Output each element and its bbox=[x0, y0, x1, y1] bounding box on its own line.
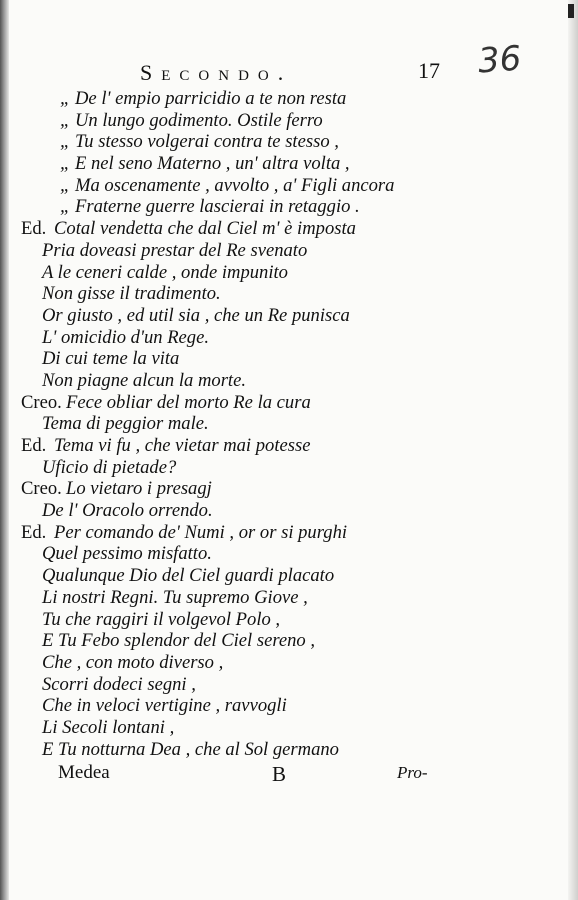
text-line bbox=[0, 457, 578, 479]
verse-line: „ Un lungo godimento. Ostile ferro bbox=[60, 109, 323, 131]
text-line bbox=[0, 370, 578, 392]
verse-line: „ Fraterne guerre lascierai in retaggio . bbox=[60, 196, 360, 218]
verse-line: Cotal vendetta che dal Ciel m' è imposta bbox=[54, 218, 356, 240]
running-head: Secondo. bbox=[140, 60, 293, 85]
speaker-label: Ed. bbox=[21, 521, 47, 543]
verse-line: Tu che raggiri il volgevol Polo , bbox=[42, 608, 281, 630]
text-line bbox=[0, 565, 578, 587]
verse-line: E Tu Febo splendor del Ciel sereno , bbox=[42, 630, 316, 652]
corner-mark bbox=[568, 4, 574, 18]
text-line bbox=[0, 262, 578, 284]
text-line bbox=[0, 630, 578, 652]
text-line bbox=[0, 522, 578, 544]
verse-line: Tema di peggior male. bbox=[42, 413, 209, 435]
text-line bbox=[0, 131, 578, 153]
verse-line: Li nostri Regni. Tu supremo Giove , bbox=[42, 586, 308, 608]
text-line bbox=[0, 717, 578, 739]
speaker-label: Creo. bbox=[21, 478, 62, 500]
verse-line: Fece obliar del morto Re la cura bbox=[66, 391, 311, 413]
verse-line: Tema vi fu , che vietar mai potesse bbox=[54, 435, 311, 456]
verse-text bbox=[0, 88, 578, 760]
speaker-label: Creo. bbox=[21, 391, 62, 413]
verse-line: „ De l' empio parricidio a te non resta bbox=[60, 88, 347, 109]
text-line bbox=[0, 739, 578, 761]
verse-line: Quel pessimo misfatto. bbox=[42, 543, 212, 565]
text-line bbox=[0, 587, 578, 609]
text-line bbox=[0, 153, 578, 175]
page-footer bbox=[0, 762, 578, 792]
verse-line: „ Ma oscenamente , avvolto , a' Figli ancora bbox=[60, 174, 395, 196]
text-line bbox=[0, 695, 578, 717]
text-line bbox=[0, 175, 578, 197]
handwritten-folio-number: 36 bbox=[476, 38, 523, 82]
verse-line: Or giusto , ed util sia , che un Re punisca bbox=[42, 304, 350, 326]
verse-line: „ E nel seno Materno , un' altra volta , bbox=[60, 153, 350, 175]
text-line bbox=[0, 327, 578, 349]
text-line bbox=[0, 196, 578, 218]
text-line bbox=[0, 478, 578, 500]
verse-line: De l' Oracolo orrendo. bbox=[42, 500, 213, 522]
footer-title: Medea bbox=[58, 762, 110, 783]
signature-mark: B bbox=[272, 762, 287, 786]
text-line bbox=[0, 88, 578, 110]
text-line bbox=[0, 348, 578, 370]
verse-line: Per comando de' Numi , or or si purghi bbox=[54, 521, 348, 543]
text-line bbox=[0, 240, 578, 262]
text-line bbox=[0, 435, 578, 457]
text-line bbox=[0, 110, 578, 132]
verse-line: Uficio di pietade? bbox=[42, 456, 177, 478]
verse-line: Non piagne alcun la morte. bbox=[42, 369, 246, 391]
text-line bbox=[0, 609, 578, 631]
verse-line: Qualunque Dio del Ciel guardi placato bbox=[42, 565, 335, 587]
verse-line: A le ceneri calde , onde impunito bbox=[42, 261, 288, 283]
speaker-label: Ed. bbox=[21, 435, 47, 456]
text-line bbox=[0, 500, 578, 522]
catchword: Pro- bbox=[397, 763, 428, 782]
text-line bbox=[0, 674, 578, 696]
verse-line: Lo vietaro i presagj bbox=[66, 478, 212, 500]
verse-line: Li Secoli lontani , bbox=[42, 716, 175, 738]
verse-line: E Tu notturna Dea , che al Sol germano bbox=[42, 738, 339, 760]
page-number: 17 bbox=[418, 58, 440, 83]
speaker-label: Ed. bbox=[21, 218, 47, 240]
text-line bbox=[0, 543, 578, 565]
text-line bbox=[0, 305, 578, 327]
verse-line: Pria doveasi prestar del Re svenato bbox=[42, 239, 308, 261]
verse-line: Che in veloci vertigine , ravvogli bbox=[42, 695, 287, 717]
text-line bbox=[0, 218, 578, 240]
text-line bbox=[0, 392, 578, 414]
verse-line: Di cui teme la vita bbox=[42, 348, 180, 370]
text-line bbox=[0, 652, 578, 674]
verse-line: L' omicidio d'un Rege. bbox=[42, 326, 210, 348]
text-line bbox=[0, 413, 578, 435]
verse-line: „ Tu stesso volgerai contra te stesso , bbox=[60, 131, 339, 153]
text-line bbox=[0, 283, 578, 305]
verse-line: Scorri dodeci segni , bbox=[42, 673, 196, 695]
verse-line: Che , con moto diverso , bbox=[42, 651, 224, 673]
verse-line: Non gisse il tradimento. bbox=[42, 283, 221, 305]
